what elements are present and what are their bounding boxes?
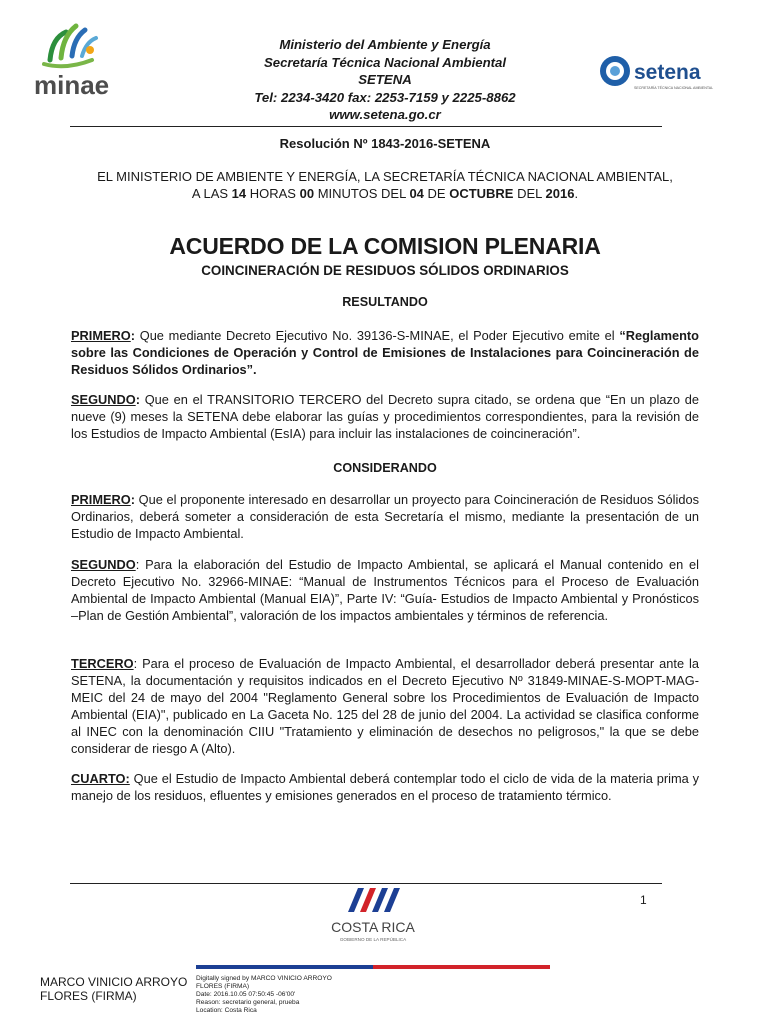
intro-day: 04 bbox=[409, 186, 424, 201]
intro-minutes: 00 bbox=[299, 186, 315, 201]
header-rule bbox=[70, 126, 662, 127]
digital-signature-details bbox=[196, 975, 386, 1015]
paragraph-colon: : bbox=[135, 392, 140, 407]
paragraph-text: Que en el TRANSITORIO TERCERO del Decreto supra citado, se ordena que “En un plazo de nueve (9) meses la SETENA debe elaborar las guías y procedimientos correspondientes, para la revisión de los Estudios de Impacto Ambiental (EsIA) para incluir las instalaciones de coincineración”. bbox=[71, 392, 699, 441]
intro-month: OCTUBRE bbox=[449, 186, 514, 201]
paragraph-quote: “Reglamento sobre las Condiciones de Operación y Control de Emisiones de Instalaciones para Coincineración de Residuos Sólidos Ordinarios bbox=[71, 328, 699, 377]
svg-text:COSTA RICA: COSTA RICA bbox=[331, 919, 415, 935]
agency-acronym: SETENA bbox=[358, 72, 412, 88]
paragraph-text: Que el Estudio de Impacto Ambiental deberá contemplar todo el ciclo de vida de la materia prima y manejo de los residuos, efluentes y emisiones generados en el proceso de tratamiento térmico. bbox=[71, 771, 699, 803]
paragraph-colon: : bbox=[133, 656, 138, 671]
intro-text: DEL bbox=[513, 186, 546, 201]
intro-statement bbox=[70, 168, 700, 202]
paragraph-lead: SEGUNDO bbox=[71, 392, 136, 407]
paragraph-lead: PRIMERO bbox=[71, 328, 131, 343]
resultando-primero-paragraph bbox=[71, 328, 699, 379]
resultando-segundo-paragraph bbox=[71, 392, 699, 443]
intro-text: . bbox=[574, 186, 579, 201]
contact-phones: Tel: 2234-3420 fax: 2253-7159 y 2225-8862 bbox=[254, 89, 516, 105]
paragraph-text: Para la elaboración del Estudio de Impacto Ambiental, se aplicará el Manual contenido en el Decreto Ejecutivo No. 32966-MINAE: “Manual de Instrumentos Técnicos para el Proceso de Evaluación Ambiental de Impacto Ambiental (Manual EIA)”, Parte IV: “Guía- Estudios de Impacto Ambiental y Pronósticos –Plan de Gestión Ambiental”, valoración de los impactos ambientales y términos de referencia. bbox=[71, 557, 699, 623]
agency-website: www.setena.go.cr bbox=[329, 107, 441, 123]
signature-detail-line: Reason: secretario general, prueba bbox=[196, 999, 300, 1006]
minae-logo bbox=[30, 20, 145, 100]
intro-text: A LAS bbox=[191, 186, 232, 201]
signature-detail-line: Date: 2016.10.05 07:50:45 -06'00' bbox=[196, 991, 296, 998]
setena-logo bbox=[598, 52, 722, 94]
signature-detail-line: Location: Costa Rica bbox=[196, 1007, 257, 1014]
svg-text:setena: setena bbox=[634, 61, 701, 84]
flag-color-stripe bbox=[196, 956, 550, 960]
secretariat-name: Secretaría Técnica Nacional Ambiental bbox=[263, 54, 507, 70]
intro-text: HORAS bbox=[246, 186, 300, 201]
resolution-number: Resolución Nº 1843-2016-SETENA bbox=[279, 136, 491, 151]
costa-rica-government-logo bbox=[322, 882, 424, 950]
intro-text: DE bbox=[423, 186, 450, 201]
signer-name-line-1: MARCO VINICIO ARROYO bbox=[40, 975, 188, 989]
paragraph-colon: : bbox=[130, 492, 135, 507]
document-subtitle: COINCINERACIÓN DE RESIDUOS SÓLIDOS ORDINARIOS bbox=[201, 263, 569, 278]
considerando-heading: CONSIDERANDO bbox=[333, 461, 437, 475]
intro-line-2 bbox=[70, 185, 700, 202]
signer-name bbox=[40, 975, 190, 1003]
paragraph-colon: : bbox=[135, 557, 140, 572]
considerando-tercero-paragraph bbox=[71, 656, 699, 757]
paragraph-text: Para el proceso de Evaluación de Impacto Ambiental, el desarrollador deberá presentar ante la SETENA, la documentación y requisitos indicados en el Decreto Ejecutivo Nº 31849-MINAE-S-MOPT-MAG-MEIC del 24 de mayo del 2004 "Reglamento General sobre los Procedimientos de Evaluación de Impacto Ambiental (EIA)", publicado en La Gaceta No. 125 del 28 de junio del 2004. La actividad se clasifica conforme al INEC con la denominación CIIU "Tratamiento y eliminación de desechos no peligrosos," la que se debe considerar de riesgo A (Alto). bbox=[71, 656, 699, 756]
intro-text: MINUTOS DEL bbox=[314, 186, 410, 201]
svg-text:SECRETARÍA TÉCNICA NACIONAL AM: SECRETARÍA TÉCNICA NACIONAL AMBIENTAL bbox=[634, 86, 714, 90]
resultando-heading: RESULTANDO bbox=[342, 295, 428, 309]
svg-text:minae: minae bbox=[34, 70, 110, 100]
intro-year: 2016 bbox=[545, 186, 575, 201]
signature-detail-line: Digitally signed by MARCO VINICIO ARROYO bbox=[196, 975, 332, 982]
paragraph-lead: TERCERO bbox=[71, 656, 134, 671]
paragraph-lead: SEGUNDO bbox=[71, 557, 136, 572]
signature-detail-line: FLORES (FIRMA) bbox=[196, 983, 250, 990]
considerando-segundo-paragraph bbox=[71, 557, 699, 625]
considerando-primero-paragraph bbox=[71, 492, 699, 543]
page-number: 1 bbox=[640, 893, 647, 907]
paragraph-colon: : bbox=[130, 328, 135, 343]
signer-name-line-2: FLORES (FIRMA) bbox=[40, 989, 137, 1003]
paragraph-lead: PRIMERO bbox=[71, 492, 131, 507]
considerando-cuarto-paragraph bbox=[71, 771, 699, 805]
svg-text:GOBIERNO DE LA REPÚBLICA: GOBIERNO DE LA REPÚBLICA bbox=[339, 937, 407, 942]
document-title: ACUERDO DE LA COMISION PLENARIA bbox=[169, 233, 601, 259]
header-block bbox=[160, 36, 610, 124]
intro-hours: 14 bbox=[231, 186, 247, 201]
intro-line-1: EL MINISTERIO DE AMBIENTE Y ENERGÍA, LA SECRETARÍA TÉCNICA NACIONAL AMBIENTAL, bbox=[97, 169, 673, 184]
ministry-name: Ministerio del Ambiente y Energía bbox=[279, 37, 491, 52]
paragraph-text: Que mediante Decreto Ejecutivo No. 39136-S-MINAE, el Poder Ejecutivo emite el bbox=[135, 328, 620, 343]
paragraph-lead: CUARTO: bbox=[71, 771, 130, 786]
paragraph-quote-end: ”. bbox=[246, 361, 257, 377]
paragraph-text: Que el proponente interesado en desarrollar un proyecto para Coincineración de Residuos Sólidos Ordinarios, deberá someter a consideración de esta Secretaría el mismo, mediante la presentación de un Estudio de Impacto Ambiental. bbox=[71, 492, 699, 541]
